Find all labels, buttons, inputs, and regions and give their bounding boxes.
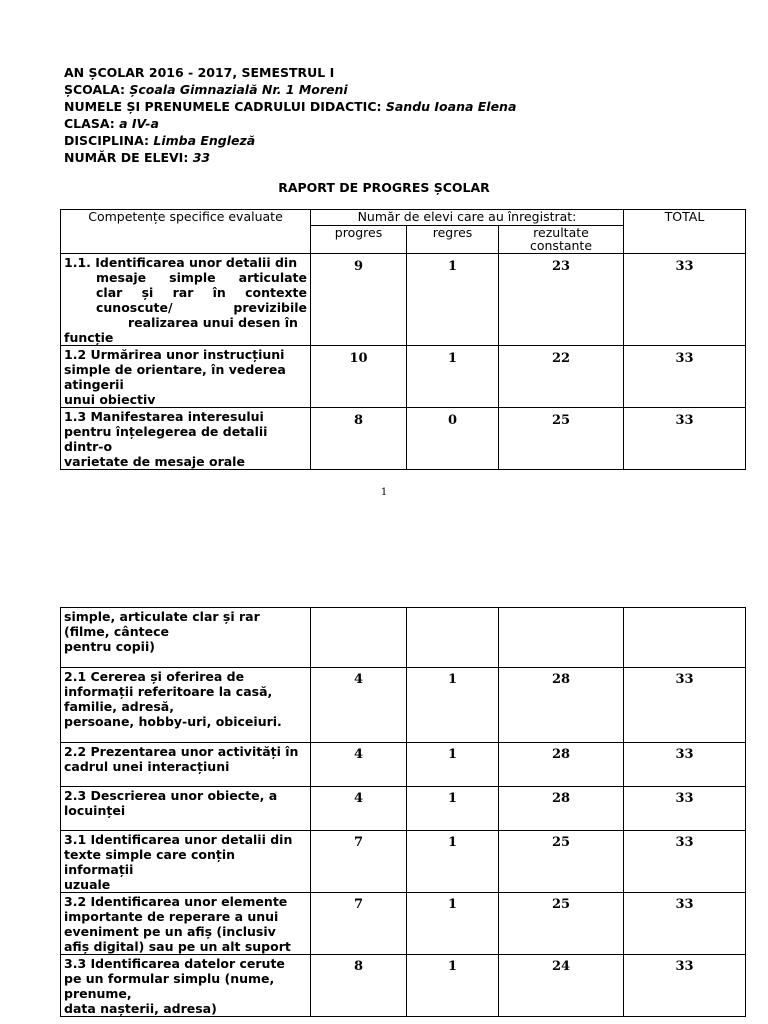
competence-description: [61, 787, 311, 831]
header-total: TOTAL: [624, 210, 746, 254]
competence-line: cunoscute/ previzibile: [96, 300, 307, 315]
competence-line: 1.2 Urmărirea unor instrucțiuni: [64, 347, 285, 362]
competence-line: 2.1 Cererea și oferirea de: [64, 669, 245, 684]
cell-progres: 4: [311, 668, 407, 743]
cell-constante: 25: [499, 893, 624, 955]
competence-description: [61, 346, 311, 408]
teacher-label: NUMELE ȘI PRENUMELE CADRULUI DIDACTIC:: [64, 99, 382, 114]
cell-regres: 1: [407, 346, 499, 408]
competence-line: clar și rar în contexte: [96, 285, 307, 300]
table-row: [61, 254, 746, 346]
cell-progres: 10: [311, 346, 407, 408]
cell-constante: 28: [499, 668, 624, 743]
cell-constante: 28: [499, 787, 624, 831]
cell-constante: 25: [499, 831, 624, 893]
competence-line: 1.3 Manifestarea interesului: [64, 409, 264, 424]
competence-line: informații: [64, 862, 134, 877]
competence-description: [61, 408, 311, 470]
table-row: [61, 668, 746, 743]
header-constant-line1: rezultate: [533, 225, 589, 240]
competence-line: data nașterii, adresa): [64, 1001, 217, 1016]
cell-total: 33: [624, 831, 746, 893]
subject-label: DISCIPLINA:: [64, 133, 149, 148]
header-competences: Competențe specifice evaluate: [61, 210, 311, 254]
cell-total: 33: [624, 668, 746, 743]
cell-constante: 22: [499, 346, 624, 408]
table-row: [61, 408, 746, 470]
class-row: [64, 115, 516, 132]
competence-line: pe un formular simplu (nume,: [64, 971, 275, 986]
school-value: Școala Gimnazială Nr. 1 Moreni: [129, 82, 348, 97]
progress-table-page1: [60, 209, 746, 470]
competence-line: simple de orientare, în vederea: [64, 362, 286, 377]
competence-description: [61, 254, 311, 346]
competence-description: [61, 668, 311, 743]
competence-line: varietate de mesaje orale: [64, 454, 245, 469]
cell-total: 33: [624, 254, 746, 346]
competence-line: mesaje simple articulate: [96, 270, 307, 285]
competence-line: cadrul unei interacțiuni: [64, 759, 230, 774]
cell-progres: 8: [311, 955, 407, 1017]
table-row: [61, 955, 746, 1017]
cell-regres: 1: [407, 743, 499, 787]
school-name-row: [64, 81, 516, 98]
cell-total: 33: [624, 787, 746, 831]
cell-regres: 1: [407, 787, 499, 831]
competence-line: realizarea unui desen în: [128, 315, 298, 330]
cell-progres: 8: [311, 408, 407, 470]
students-value: 33: [192, 150, 211, 165]
competence-line: persoane, hobby-uri, obiceiuri.: [64, 714, 282, 729]
table-row: [61, 608, 746, 668]
class-label: CLASA:: [64, 116, 115, 131]
competence-line: prenume,: [64, 986, 132, 1001]
header-constant-line2: constante: [529, 238, 593, 253]
competence-line: (filme, cântece: [64, 624, 169, 639]
table-body-page2: [61, 608, 746, 1017]
progress-table-page2: [60, 607, 746, 1017]
page-number: 1: [380, 487, 388, 498]
subject-row: [64, 132, 516, 149]
cell-regres: 1: [407, 831, 499, 893]
report-title: RAPORT DE PROGRES ȘCOLAR: [278, 180, 490, 195]
competence-line: 3.3 Identificarea datelor cerute: [64, 956, 285, 971]
competence-line: eveniment pe un afiș (inclusiv: [64, 924, 276, 939]
competence-line: funcție: [64, 330, 114, 345]
table-row: [61, 346, 746, 408]
cell-progres: 7: [311, 893, 407, 955]
competence-line: atingerii: [64, 377, 124, 392]
competence-line: informații referitoare la casă,: [64, 684, 273, 699]
table-row: [61, 893, 746, 955]
header-regress: regres: [407, 226, 499, 254]
competence-line: simple, articulate clar și rar: [64, 609, 260, 624]
competence-line: familie, adresă,: [64, 699, 174, 714]
competence-line: texte simple care conțin: [64, 847, 236, 862]
cell-regres: 1: [407, 254, 499, 346]
school-year: AN ȘCOLAR 2016 - 2017, SEMESTRUL I: [64, 65, 335, 80]
cell-regres: 0: [407, 408, 499, 470]
students-label: NUMĂR DE ELEVI:: [64, 150, 189, 165]
cell-constante: 28: [499, 743, 624, 787]
competence-line: uzuale: [64, 877, 111, 892]
cell-constante: 23: [499, 254, 624, 346]
competence-description: [61, 893, 311, 955]
competence-line: locuinței: [64, 803, 126, 818]
cell-constante: 25: [499, 408, 624, 470]
header-group: Număr de elevi care au înregistrat:: [311, 210, 624, 226]
competence-description: [61, 608, 311, 668]
cell-progres: [311, 608, 407, 668]
cell-progres: 4: [311, 743, 407, 787]
competence-description: [61, 831, 311, 893]
header-constant: [499, 226, 624, 254]
competence-description: [61, 743, 311, 787]
competence-line: pentru înțelegerea de detalii: [64, 424, 268, 439]
table-body-page1: [61, 254, 746, 470]
competence-line: afiș digital) sau pe un alt suport: [64, 939, 291, 954]
table-row: [61, 743, 746, 787]
cell-total: 33: [624, 955, 746, 1017]
competence-line: importante de reperare a unui: [64, 909, 279, 924]
header-progress: progres: [311, 226, 407, 254]
school-label: ȘCOALA:: [64, 82, 126, 97]
cell-regres: [407, 608, 499, 668]
table-row: [61, 831, 746, 893]
cell-regres: 1: [407, 893, 499, 955]
document-header: [64, 64, 516, 166]
cell-total: [624, 608, 746, 668]
cell-constante: [499, 608, 624, 668]
cell-total: 33: [624, 346, 746, 408]
cell-constante: 24: [499, 955, 624, 1017]
cell-progres: 7: [311, 831, 407, 893]
competence-line: 1.1. Identificarea unor detalii din: [64, 255, 298, 270]
cell-regres: 1: [407, 668, 499, 743]
competence-description: [61, 955, 311, 1017]
competence-line: 3.1 Identificarea unor detalii din: [64, 832, 293, 847]
cell-progres: 4: [311, 787, 407, 831]
competence-line: unui obiectiv: [64, 392, 156, 407]
table-row: [61, 787, 746, 831]
competence-line: pentru copii): [64, 639, 155, 654]
competence-line: 2.2 Prezentarea unor activități în: [64, 744, 299, 759]
competence-line: 3.2 Identificarea unor elemente: [64, 894, 288, 909]
subject-value: Limba Engleză: [153, 133, 256, 148]
cell-total: 33: [624, 743, 746, 787]
teacher-row: [64, 98, 516, 115]
competence-line: 2.3 Descrierea unor obiecte, a: [64, 788, 278, 803]
students-row: [64, 149, 516, 166]
competence-line: dintr-o: [64, 439, 113, 454]
cell-total: 33: [624, 893, 746, 955]
cell-total: 33: [624, 408, 746, 470]
cell-progres: 9: [311, 254, 407, 346]
teacher-value: Sandu Ioana Elena: [385, 99, 517, 114]
cell-regres: 1: [407, 955, 499, 1017]
class-value: a IV-a: [119, 116, 159, 131]
